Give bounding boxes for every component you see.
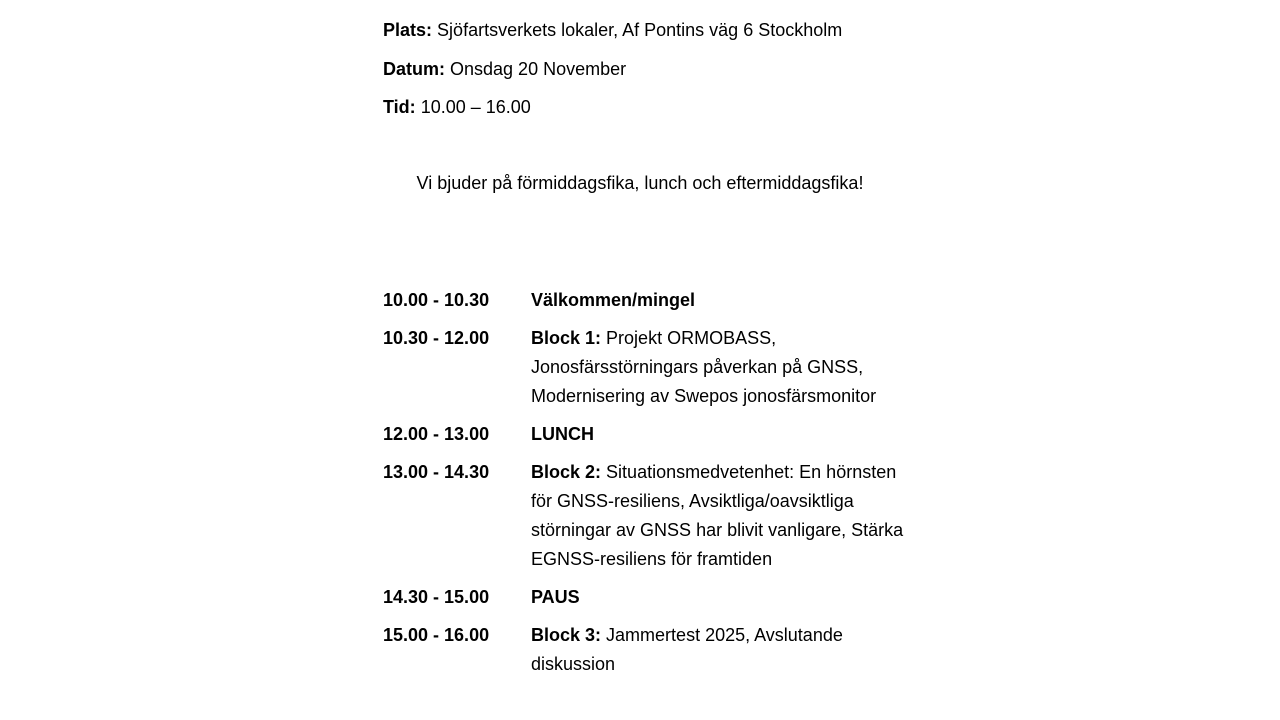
agenda-time: 13.00 - 14.30 — [383, 462, 490, 482]
time-line — [383, 96, 531, 118]
agenda-description — [531, 324, 906, 411]
agenda-time: 10.30 - 12.00 — [383, 328, 490, 348]
agenda-time: 12.00 - 13.00 — [383, 424, 490, 444]
agenda-heading: PAUS — [531, 587, 580, 607]
date-label: Datum: — [383, 59, 445, 79]
agenda-text: Projekt ORMOBASS, Jonosfärsstörningars påverkan på GNSS, Modernisering av Swepos jonosfärsmonitor — [531, 328, 877, 406]
agenda-row — [383, 420, 923, 449]
agenda-row — [383, 286, 923, 315]
agenda-heading: Välkommen/mingel — [531, 290, 696, 310]
agenda-description — [531, 420, 906, 449]
agenda-row — [383, 324, 923, 411]
agenda-description — [531, 583, 906, 612]
agenda-heading: Block 1: — [531, 328, 602, 348]
time-value: 10.00 – 16.00 — [420, 97, 531, 117]
refreshments-notice: Vi bjuder på förmiddagsfika, lunch och eftermiddagsfika! — [416, 173, 864, 193]
agenda-table — [383, 286, 923, 688]
place-label: Plats: — [383, 20, 433, 40]
agenda-heading: Block 2: — [531, 462, 602, 482]
agenda-row — [383, 458, 923, 574]
agenda-row — [383, 583, 923, 612]
place-line — [383, 19, 842, 41]
agenda-heading: Block 3: — [531, 625, 602, 645]
agenda-description — [531, 286, 906, 315]
agenda-text: Situationsmedvetenhet: En hörnsten för GNSS-resiliens, Avsiktliga/oavsiktliga störningar av GNSS har blivit vanligare, Stärka EGNSS-resiliens för framtiden — [531, 462, 904, 569]
place-value: Sjöfartsverkets lokaler, Af Pontins väg 6 Stockholm — [437, 20, 843, 40]
agenda-time: 15.00 - 16.00 — [383, 625, 490, 645]
date-value: Onsdag 20 November — [450, 59, 627, 79]
agenda-description — [531, 458, 906, 574]
agenda-time: 14.30 - 15.00 — [383, 587, 490, 607]
time-label: Tid: — [383, 97, 416, 117]
date-line — [383, 58, 626, 80]
agenda-description — [531, 621, 906, 679]
agenda-time: 10.00 - 10.30 — [383, 290, 490, 310]
agenda-row — [383, 621, 923, 679]
agenda-heading: LUNCH — [531, 424, 594, 444]
agenda-text: Jammertest 2025, Avslutande diskussion — [531, 625, 843, 674]
